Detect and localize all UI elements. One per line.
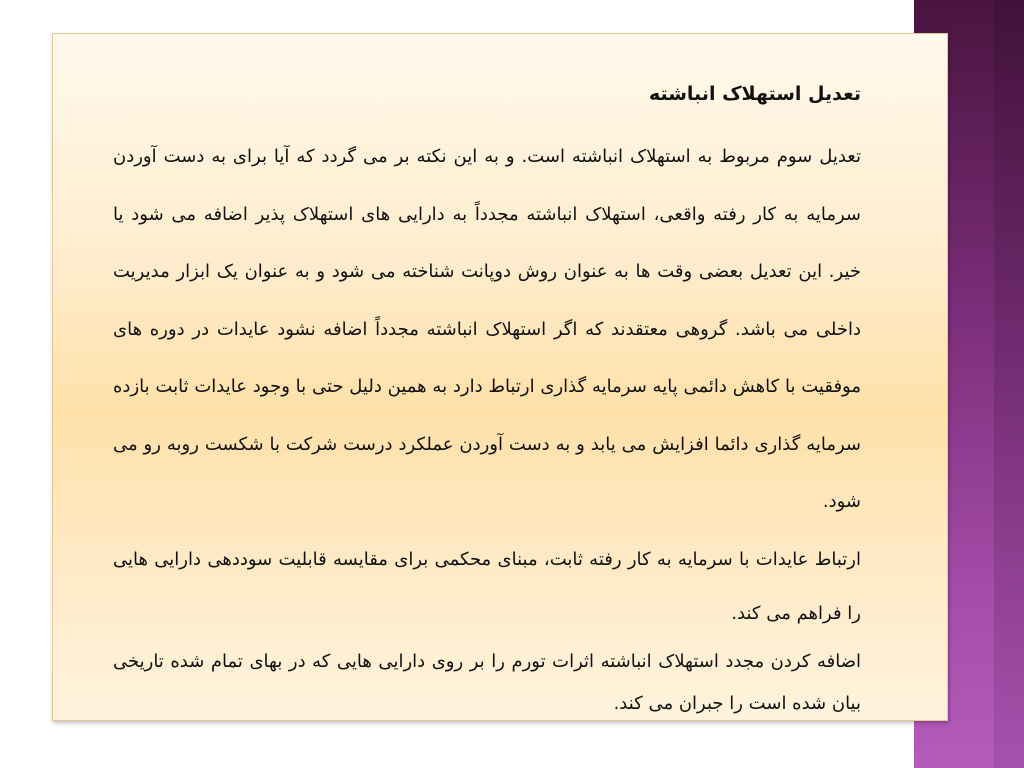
paragraph-inflation-effect: اضافه کردن مجدد استهلاک انباشته اثرات تورم را بر روی دارایی هایی که در بهای تمام شده تاریخی بیان شده است را جبران می کند.: [113, 650, 861, 714]
content-text-box[interactable]: [52, 33, 948, 721]
paragraph-earnings-relation: ارتباط عایدات با سرمایه به کار رفته ثابت، مبنای محکمی برای مقایسه قابلیت سوددهی دارایی هایی را فراهم می کند.: [113, 548, 861, 624]
text-content: [113, 68, 861, 725]
paragraph-depreciation-adjustment: تعدیل سوم مربوط به استهلاک انباشته است. و به این نکته بر می گردد که آیا برای به دست آوردن سرمایه به کار رفته واقعی، استهلاک انباشته مجدداً به دارایی های استهلاک پذیر اضافه می شود یا خیر. این تعدیل بعضی وقت ها به عنوان روش دوپانت شناخته می شود و به عنوان یک ابزار مدیریت داخلی می باشد. گروهی معتقدند که اگر استهلاک انباشته مجدداً اضافه نشود عایدات در دوره های موفقیت با کاهش دائمی پایه سرمایه گذاری ارتباط دارد به همین دلیل حتی با وجود عایدات ثابت بازده سرمایه گذاری دائما افزایش می یابد و به دست آوردن عملکرد درست شرکت با شکست روبه رو می شود.: [113, 146, 861, 512]
slide-title: تعدیل استهلاک انباشته: [648, 83, 861, 105]
decorative-side-stripe: [994, 0, 1024, 768]
